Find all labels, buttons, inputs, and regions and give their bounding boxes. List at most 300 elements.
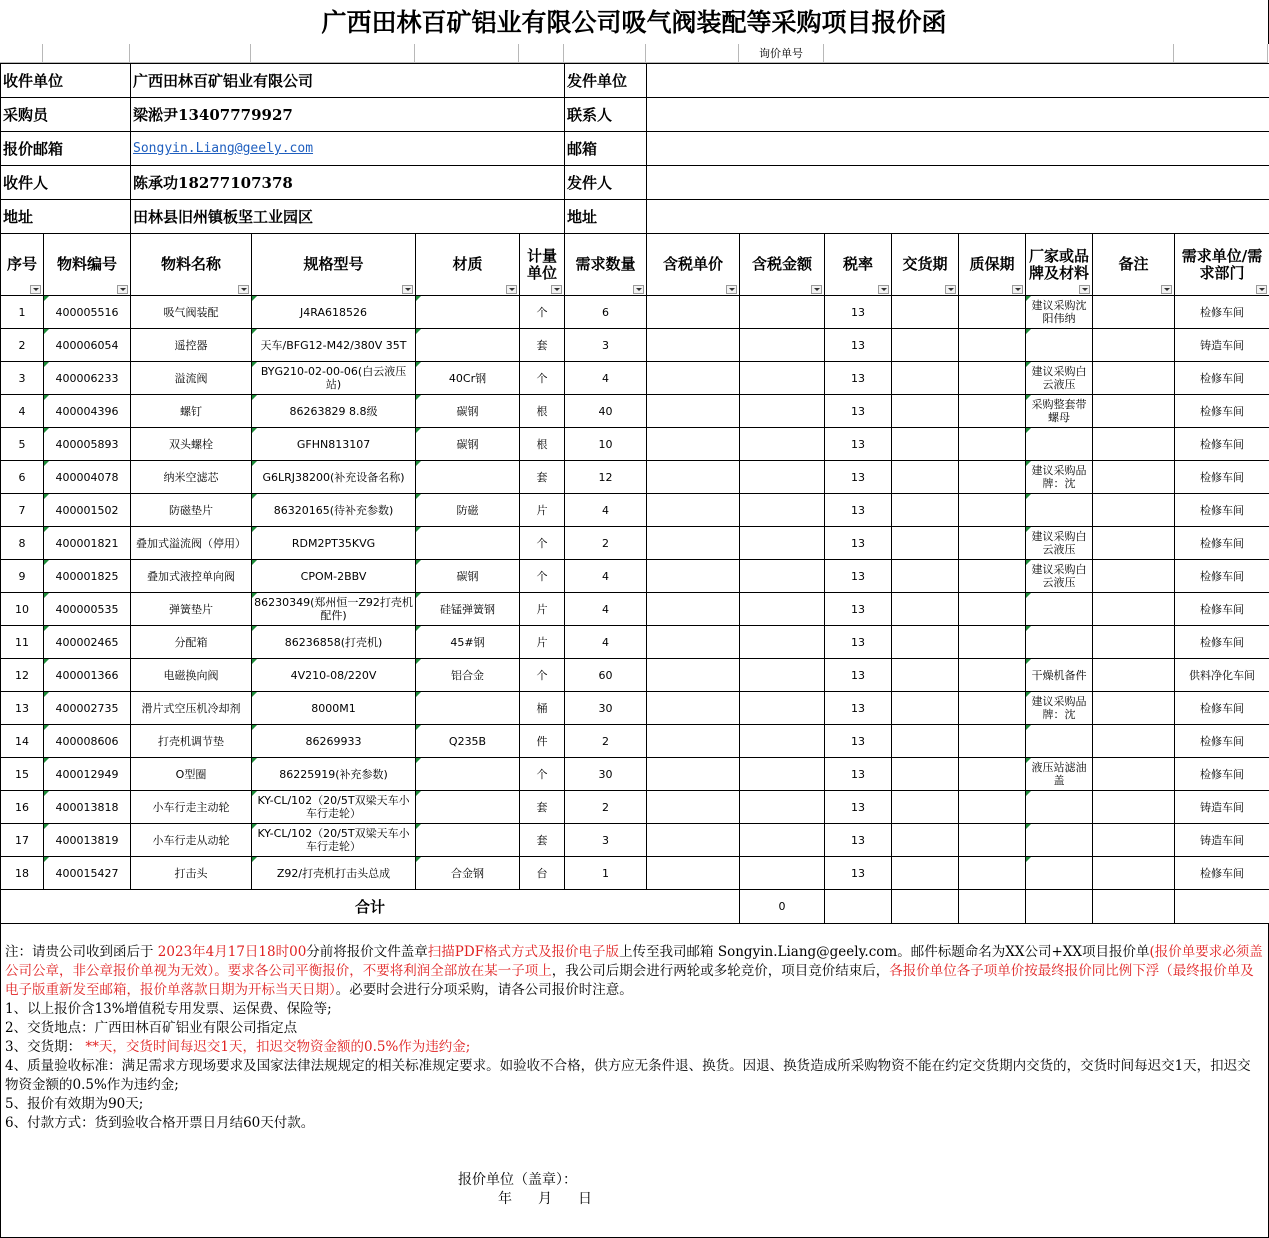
warranty-input[interactable] xyxy=(959,527,1026,560)
department: 铸造车间 xyxy=(1175,824,1269,857)
info-row xyxy=(1,132,1269,166)
notes-text: ，我公司后期会进行两轮或多轮竞价，项目竞价结束后， xyxy=(551,963,890,979)
remark-input[interactable] xyxy=(1093,824,1175,857)
info-input[interactable] xyxy=(647,166,1269,200)
unit: 套 xyxy=(520,329,565,362)
filter-dropdown-icon[interactable] xyxy=(1161,285,1172,294)
total-empty-cell[interactable] xyxy=(959,890,1026,924)
delivery-input[interactable] xyxy=(892,296,959,329)
delivery-input[interactable] xyxy=(892,626,959,659)
spec-model: CPOM-2BBV xyxy=(252,560,416,593)
warranty-input[interactable] xyxy=(959,560,1026,593)
brand-cell xyxy=(1026,428,1093,461)
filter-dropdown-icon[interactable] xyxy=(878,285,889,294)
unit: 套 xyxy=(520,824,565,857)
row-number: 7 xyxy=(1,494,44,527)
delivery-input[interactable] xyxy=(892,527,959,560)
column-header-label: 物料名称 xyxy=(161,255,222,273)
amount-input[interactable] xyxy=(740,692,825,725)
amount-input[interactable] xyxy=(740,296,825,329)
material-name: 吸气阀装配 xyxy=(131,296,252,329)
column-header xyxy=(1093,234,1175,296)
unit-price-input[interactable] xyxy=(647,296,740,329)
tax-rate: 13 xyxy=(825,758,892,791)
remark-input[interactable] xyxy=(1093,362,1175,395)
unit: 套 xyxy=(520,461,565,494)
warranty-input[interactable] xyxy=(959,758,1026,791)
unit: 根 xyxy=(520,395,565,428)
spec-model: BYG210-02-00-06(白云液压站) xyxy=(252,362,416,395)
remark-input[interactable] xyxy=(1093,659,1175,692)
material-name: 滑片式空压机冷却剂 xyxy=(131,692,252,725)
remark-input[interactable] xyxy=(1093,692,1175,725)
remark-input[interactable] xyxy=(1093,725,1175,758)
department: 检修车间 xyxy=(1175,296,1269,329)
warranty-input[interactable] xyxy=(959,626,1026,659)
page-title: 广西田林百矿铝业有限公司吸气阀装配等采购项目报价函 xyxy=(0,0,1269,44)
unit-price-input[interactable] xyxy=(647,626,740,659)
unit-price-input[interactable] xyxy=(647,527,740,560)
info-label: 邮箱 xyxy=(565,132,647,166)
unit: 片 xyxy=(520,626,565,659)
material-code: 400001502 xyxy=(44,494,131,527)
row-number: 13 xyxy=(1,692,44,725)
total-amount[interactable]: 0 xyxy=(740,890,825,924)
deadline-text: 2023年4月17日18时00 xyxy=(157,944,307,960)
material-code: 400013819 xyxy=(44,824,131,857)
unit-price-input[interactable] xyxy=(647,857,740,890)
delivery-input[interactable] xyxy=(892,461,959,494)
tax-rate: 13 xyxy=(825,560,892,593)
remark-input[interactable] xyxy=(1093,857,1175,890)
table-row xyxy=(1,659,1269,692)
blank-cell[interactable] xyxy=(1174,44,1268,63)
material-code: 400006233 xyxy=(44,362,131,395)
material-code: 400002735 xyxy=(44,692,131,725)
delivery-input[interactable] xyxy=(892,725,959,758)
blank-cell[interactable] xyxy=(519,44,564,63)
tax-rate: 13 xyxy=(825,461,892,494)
warranty-input[interactable] xyxy=(959,362,1026,395)
unit: 个 xyxy=(520,362,565,395)
material-type xyxy=(416,461,520,494)
info-label: 收件单位 xyxy=(1,64,131,98)
remark-input[interactable] xyxy=(1093,395,1175,428)
info-input[interactable] xyxy=(647,98,1269,132)
column-header-label: 物料编号 xyxy=(57,255,118,273)
tax-rate: 13 xyxy=(825,362,892,395)
table-row xyxy=(1,329,1269,362)
note-6: 6、付款方式：货到验收合格开票日月结60天付款。 xyxy=(5,1115,315,1131)
department: 检修车间 xyxy=(1175,428,1269,461)
amount-input[interactable] xyxy=(740,461,825,494)
total-empty-cell[interactable] xyxy=(1175,890,1269,924)
brand-cell: 建议采购沈阳伟纳 xyxy=(1026,296,1093,329)
column-header-label: 规格型号 xyxy=(303,255,364,273)
remark-input[interactable] xyxy=(1093,791,1175,824)
table-row xyxy=(1,857,1269,890)
info-label: 地址 xyxy=(565,200,647,234)
remark-input[interactable] xyxy=(1093,626,1175,659)
delivery-input[interactable] xyxy=(892,428,959,461)
spec-model: G6LRJ38200(补充设备名称) xyxy=(252,461,416,494)
tax-rate: 13 xyxy=(825,428,892,461)
delivery-input[interactable] xyxy=(892,791,959,824)
quantity: 4 xyxy=(565,362,647,395)
filter-dropdown-icon[interactable] xyxy=(238,285,249,294)
amount-input[interactable] xyxy=(740,395,825,428)
row-number: 11 xyxy=(1,626,44,659)
filter-dropdown-icon[interactable] xyxy=(551,285,562,294)
column-header-label: 计量单位 xyxy=(527,246,558,282)
material-type: 铝合金 xyxy=(416,659,520,692)
filter-dropdown-icon[interactable] xyxy=(1079,285,1090,294)
remark-input[interactable] xyxy=(1093,428,1175,461)
quantity: 4 xyxy=(565,593,647,626)
info-row xyxy=(1,64,1269,98)
filter-dropdown-icon[interactable] xyxy=(402,285,413,294)
spec-model: GFHN813107 xyxy=(252,428,416,461)
total-label: 合计 xyxy=(1,890,740,924)
delivery-input[interactable] xyxy=(892,593,959,626)
row-number: 10 xyxy=(1,593,44,626)
remark-input[interactable] xyxy=(1093,560,1175,593)
total-empty-cell[interactable] xyxy=(1093,890,1175,924)
blank-cell[interactable] xyxy=(43,44,130,63)
row-number: 3 xyxy=(1,362,44,395)
row-number: 15 xyxy=(1,758,44,791)
unit-price-input[interactable] xyxy=(647,461,740,494)
column-header-label: 含税单价 xyxy=(663,255,724,273)
info-label: 发件单位 xyxy=(565,64,647,98)
material-name: 打壳机调节垫 xyxy=(131,725,252,758)
column-header xyxy=(647,234,740,296)
warranty-input[interactable] xyxy=(959,395,1026,428)
quantity: 60 xyxy=(565,659,647,692)
amount-input[interactable] xyxy=(740,494,825,527)
info-row xyxy=(1,166,1269,200)
info-value: 田林县旧州镇板坚工业园区 xyxy=(131,200,565,234)
filter-dropdown-icon[interactable] xyxy=(1256,285,1267,294)
warranty-input[interactable] xyxy=(959,494,1026,527)
inquiry-number-value[interactable] xyxy=(824,44,1174,63)
unit-price-input[interactable] xyxy=(647,494,740,527)
material-type xyxy=(416,791,520,824)
warranty-input[interactable] xyxy=(959,857,1026,890)
spec-model: 86320165(待补充参数) xyxy=(252,494,416,527)
column-header xyxy=(520,234,565,296)
table-row xyxy=(1,296,1269,329)
brand-cell xyxy=(1026,725,1093,758)
remark-input[interactable] xyxy=(1093,593,1175,626)
info-section xyxy=(1,64,1269,234)
table-row xyxy=(1,626,1269,659)
quantity: 4 xyxy=(565,626,647,659)
unit-price-input[interactable] xyxy=(647,395,740,428)
unit-price-input[interactable] xyxy=(647,824,740,857)
delivery-input[interactable] xyxy=(892,758,959,791)
amount-input[interactable] xyxy=(740,626,825,659)
spec-model: 86230349(郑州恒一Z92打壳机配件) xyxy=(252,593,416,626)
unit: 片 xyxy=(520,494,565,527)
unit-price-input[interactable] xyxy=(647,725,740,758)
warranty-input[interactable] xyxy=(959,725,1026,758)
amount-input[interactable] xyxy=(740,362,825,395)
delivery-input[interactable] xyxy=(892,362,959,395)
material-type: 合金钢 xyxy=(416,857,520,890)
amount-input[interactable] xyxy=(740,758,825,791)
unit: 片 xyxy=(520,593,565,626)
warranty-input[interactable] xyxy=(959,659,1026,692)
filter-dropdown-icon[interactable] xyxy=(945,285,956,294)
material-name: 叠加式溢流阀（停用） xyxy=(131,527,252,560)
spec-model: 86269933 xyxy=(252,725,416,758)
column-header xyxy=(1175,234,1269,296)
unit-price-input[interactable] xyxy=(647,428,740,461)
warranty-input[interactable] xyxy=(959,791,1026,824)
warranty-input[interactable] xyxy=(959,824,1026,857)
department: 检修车间 xyxy=(1175,692,1269,725)
info-value: 广西田林百矿铝业有限公司 xyxy=(131,64,565,98)
material-type: Q235B xyxy=(416,725,520,758)
filter-dropdown-icon[interactable] xyxy=(633,285,644,294)
material-type: 碳钢 xyxy=(416,428,520,461)
material-type: 硅锰弹簧钢 xyxy=(416,593,520,626)
filter-dropdown-icon[interactable] xyxy=(506,285,517,294)
signature-date xyxy=(498,1190,618,1209)
material-name: 螺钉 xyxy=(131,395,252,428)
remark-input[interactable] xyxy=(1093,461,1175,494)
material-name: 分配箱 xyxy=(131,626,252,659)
note-5: 5、报价有效期为90天; xyxy=(5,1096,144,1112)
material-code: 400006054 xyxy=(44,329,131,362)
material-name: 弹簧垫片 xyxy=(131,593,252,626)
material-type: 碳钢 xyxy=(416,395,520,428)
department: 检修车间 xyxy=(1175,857,1269,890)
material-type xyxy=(416,758,520,791)
amount-input[interactable] xyxy=(740,428,825,461)
unit-price-input[interactable] xyxy=(647,791,740,824)
warranty-input[interactable] xyxy=(959,593,1026,626)
spec-model: 8000M1 xyxy=(252,692,416,725)
note-2: 2、交货地点：广西田林百矿铝业有限公司指定点 xyxy=(5,1020,298,1036)
date-day: 日 xyxy=(578,1191,592,1207)
amount-input[interactable] xyxy=(740,725,825,758)
filter-dropdown-icon[interactable] xyxy=(30,285,41,294)
material-code: 400015427 xyxy=(44,857,131,890)
department: 检修车间 xyxy=(1175,725,1269,758)
table-row xyxy=(1,593,1269,626)
unit: 个 xyxy=(520,527,565,560)
spec-model: 天车/BFG12-M42/380V 35T xyxy=(252,329,416,362)
blank-cell[interactable] xyxy=(646,44,739,63)
unit: 桶 xyxy=(520,692,565,725)
material-type: 防磁 xyxy=(416,494,520,527)
brand-cell xyxy=(1026,329,1093,362)
notes-text: 注：请贵公司收到函后于 xyxy=(5,944,158,960)
table-row xyxy=(1,395,1269,428)
delivery-input[interactable] xyxy=(892,692,959,725)
notes-text: 。必要时会进行分项采购，请各公司报价时注意。 xyxy=(335,982,633,998)
info-input[interactable] xyxy=(647,200,1269,234)
table-row xyxy=(1,791,1269,824)
note-3 xyxy=(5,1038,1264,1057)
quantity: 4 xyxy=(565,560,647,593)
amount-input[interactable] xyxy=(740,329,825,362)
department: 检修车间 xyxy=(1175,395,1269,428)
tax-rate: 13 xyxy=(825,725,892,758)
note-1: 1、以上报价含13%增值税专用发票、运保费、保险等; xyxy=(5,1001,332,1017)
blank-cell[interactable] xyxy=(0,44,43,63)
delivery-input[interactable] xyxy=(892,329,959,362)
quantity: 30 xyxy=(565,692,647,725)
unit-price-input[interactable] xyxy=(647,560,740,593)
department: 检修车间 xyxy=(1175,461,1269,494)
total-empty-cell[interactable] xyxy=(1026,890,1093,924)
warranty-input[interactable] xyxy=(959,461,1026,494)
material-name: 防磁垫片 xyxy=(131,494,252,527)
notes-intro xyxy=(5,943,1264,1000)
spec-model: 86236858(打壳机) xyxy=(252,626,416,659)
brand-cell xyxy=(1026,791,1093,824)
tax-rate: 13 xyxy=(825,296,892,329)
row-number: 8 xyxy=(1,527,44,560)
unit-price-input[interactable] xyxy=(647,659,740,692)
total-empty-cell[interactable] xyxy=(825,890,892,924)
column-header-label: 质保期 xyxy=(969,255,1015,273)
unit-price-input[interactable] xyxy=(647,758,740,791)
amount-input[interactable] xyxy=(740,560,825,593)
delivery-input[interactable] xyxy=(892,494,959,527)
amount-input[interactable] xyxy=(740,659,825,692)
filter-dropdown-icon[interactable] xyxy=(117,285,128,294)
spec-model: 4V210-08/220V xyxy=(252,659,416,692)
unit: 个 xyxy=(520,659,565,692)
quantity: 2 xyxy=(565,791,647,824)
column-header-label: 序号 xyxy=(6,255,37,273)
amount-input[interactable] xyxy=(740,593,825,626)
info-input[interactable] xyxy=(647,64,1269,98)
material-name: 小车行走主动轮 xyxy=(131,791,252,824)
brand-cell: 液压站滤油盖 xyxy=(1026,758,1093,791)
quantity: 4 xyxy=(565,494,647,527)
warranty-input[interactable] xyxy=(959,428,1026,461)
filter-dropdown-icon[interactable] xyxy=(811,285,822,294)
amount-input[interactable] xyxy=(740,857,825,890)
warranty-input[interactable] xyxy=(959,329,1026,362)
amount-input[interactable] xyxy=(740,824,825,857)
amount-input[interactable] xyxy=(740,791,825,824)
column-header xyxy=(959,234,1026,296)
material-type xyxy=(416,527,520,560)
filter-dropdown-icon[interactable] xyxy=(1012,285,1023,294)
quote-email-link[interactable]: Songyin.Liang@geely.com xyxy=(131,132,565,166)
unit-price-input[interactable] xyxy=(647,362,740,395)
delivery-input[interactable] xyxy=(892,395,959,428)
unit-price-input[interactable] xyxy=(647,692,740,725)
material-name: 电磁换向阀 xyxy=(131,659,252,692)
info-label: 联系人 xyxy=(565,98,647,132)
brand-cell: 建议采购白云液压 xyxy=(1026,527,1093,560)
blank-cell[interactable] xyxy=(251,44,415,63)
filter-dropdown-icon[interactable] xyxy=(726,285,737,294)
department: 供料净化车间 xyxy=(1175,659,1269,692)
blank-cell[interactable] xyxy=(415,44,519,63)
delivery-input[interactable] xyxy=(892,659,959,692)
material-code: 400002465 xyxy=(44,626,131,659)
remark-input[interactable] xyxy=(1093,296,1175,329)
material-name: 溢流阀 xyxy=(131,362,252,395)
amount-input[interactable] xyxy=(740,527,825,560)
tax-rate: 13 xyxy=(825,791,892,824)
info-value: 梁淞尹13407779927 xyxy=(131,98,565,132)
remark-input[interactable] xyxy=(1093,329,1175,362)
material-name: 遥控器 xyxy=(131,329,252,362)
material-type: 45#钢 xyxy=(416,626,520,659)
inquiry-number-label: 询价单号 xyxy=(739,44,824,63)
brand-cell: 干燥机备件 xyxy=(1026,659,1093,692)
table-row xyxy=(1,527,1269,560)
brand-cell xyxy=(1026,494,1093,527)
material-code: 400012949 xyxy=(44,758,131,791)
quotation-table xyxy=(0,63,1269,924)
total-empty-cell[interactable] xyxy=(892,890,959,924)
info-input[interactable] xyxy=(647,132,1269,166)
delivery-input[interactable] xyxy=(892,824,959,857)
warranty-input[interactable] xyxy=(959,692,1026,725)
info-value: 陈承功18277107378 xyxy=(131,166,565,200)
warranty-input[interactable] xyxy=(959,296,1026,329)
material-code: 400000535 xyxy=(44,593,131,626)
remark-input[interactable] xyxy=(1093,758,1175,791)
column-header-label: 税率 xyxy=(843,255,874,273)
unit: 个 xyxy=(520,296,565,329)
department: 检修车间 xyxy=(1175,494,1269,527)
material-name: 打击头 xyxy=(131,857,252,890)
department: 检修车间 xyxy=(1175,626,1269,659)
unit: 套 xyxy=(520,791,565,824)
blank-cell[interactable] xyxy=(130,44,251,63)
quantity: 30 xyxy=(565,758,647,791)
material-type xyxy=(416,824,520,857)
material-code: 400001825 xyxy=(44,560,131,593)
department: 检修车间 xyxy=(1175,758,1269,791)
quantity: 6 xyxy=(565,296,647,329)
signature-label: 报价单位（盖章）： xyxy=(458,1172,577,1188)
brand-cell: 建议采购白云液压 xyxy=(1026,362,1093,395)
table-row xyxy=(1,362,1269,395)
material-type xyxy=(416,296,520,329)
info-row xyxy=(1,98,1269,132)
quantity: 3 xyxy=(565,824,647,857)
notes-section xyxy=(0,923,1269,1238)
column-header-label: 备注 xyxy=(1118,255,1149,273)
delivery-input[interactable] xyxy=(892,857,959,890)
quantity: 40 xyxy=(565,395,647,428)
remark-input[interactable] xyxy=(1093,527,1175,560)
unit-price-input[interactable] xyxy=(647,329,740,362)
info-label: 发件人 xyxy=(565,166,647,200)
material-code: 400004396 xyxy=(44,395,131,428)
info-row xyxy=(1,200,1269,234)
remark-input[interactable] xyxy=(1093,494,1175,527)
unit-price-input[interactable] xyxy=(647,593,740,626)
notes-text: 上传至我司邮箱 Songyin.Liang@geely.com。邮件标题命名为XX公司+XX项目报价单 xyxy=(619,944,1150,960)
delivery-input[interactable] xyxy=(892,560,959,593)
quantity: 10 xyxy=(565,428,647,461)
blank-cell[interactable] xyxy=(564,44,646,63)
total-row xyxy=(1,890,1269,924)
